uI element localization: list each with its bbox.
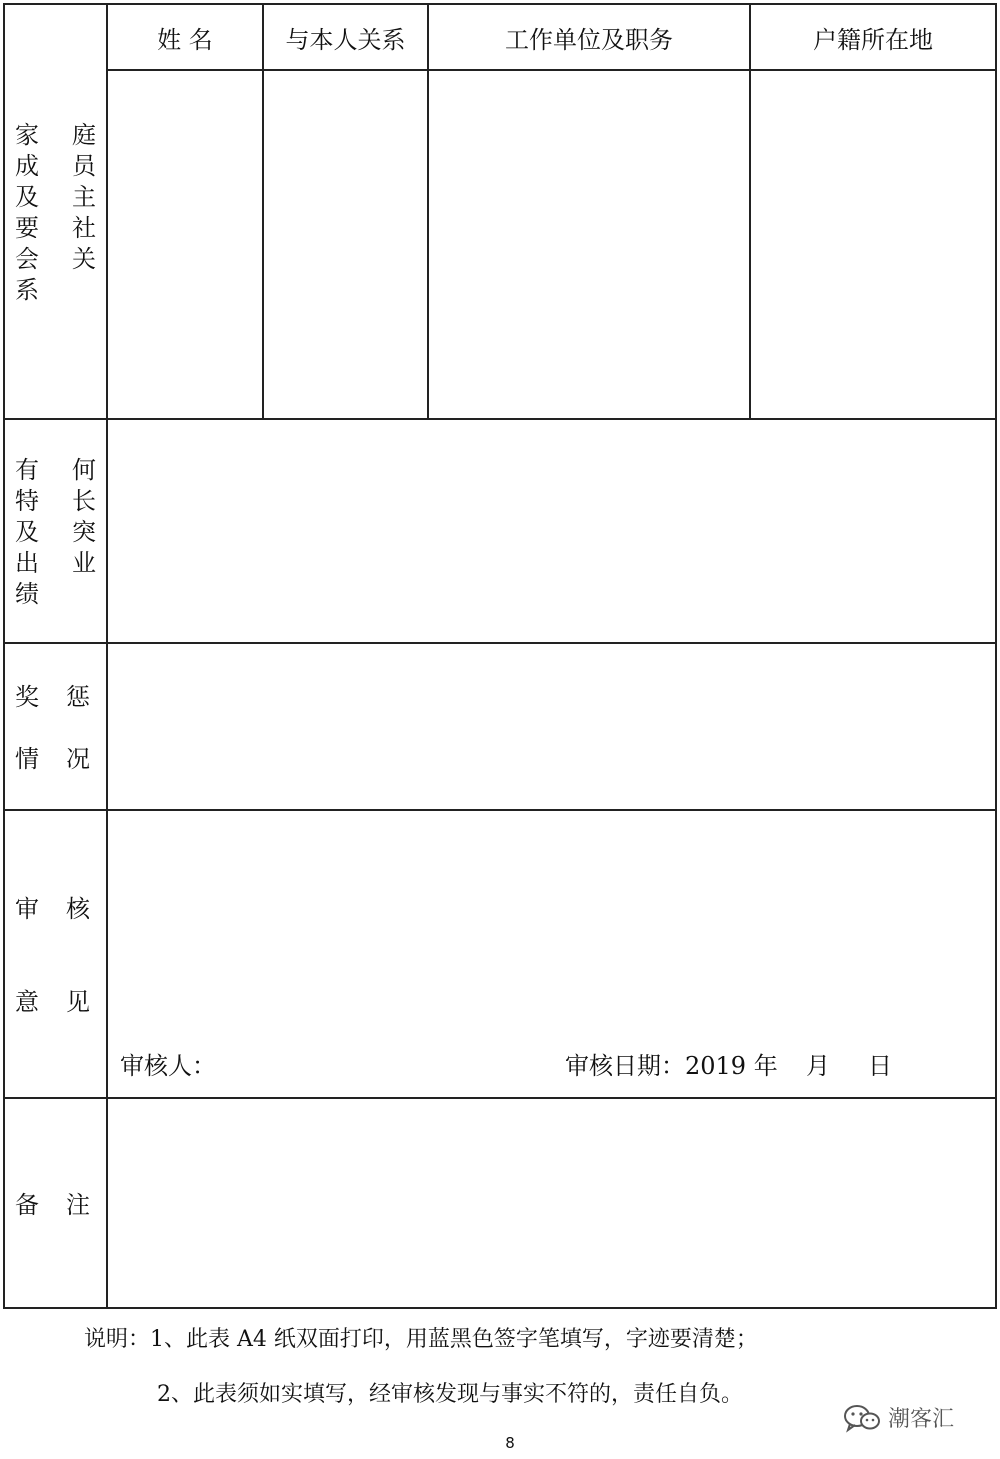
label-char: 何 bbox=[72, 456, 96, 484]
page-number: 8 bbox=[505, 1434, 515, 1452]
label-char: 关 bbox=[72, 245, 96, 273]
label-char: 社 bbox=[72, 214, 96, 242]
header-work: 工作单位及职务 bbox=[505, 25, 673, 54]
label-char: 惩 bbox=[66, 683, 90, 711]
watermark bbox=[842, 1402, 954, 1433]
row-divider-2 bbox=[3, 642, 997, 644]
note-line-1: 说明：1、此表 A4 纸双面打印，用蓝黑色签字笔填写，字迹要清楚； bbox=[84, 1327, 758, 1352]
table-border-left bbox=[3, 3, 5, 1309]
label-char: 系 bbox=[15, 276, 39, 304]
label-char: 长 bbox=[72, 487, 96, 515]
review-date-month: 月 bbox=[806, 1052, 830, 1080]
label-char: 及 bbox=[15, 518, 39, 546]
label-char: 核 bbox=[66, 895, 90, 923]
review-date-day: 日 bbox=[868, 1052, 892, 1080]
label-char: 绩 bbox=[15, 580, 39, 608]
label-char: 备 bbox=[15, 1191, 39, 1219]
label-char: 见 bbox=[66, 988, 90, 1016]
label-char: 审 bbox=[15, 895, 39, 923]
label-char: 注 bbox=[66, 1191, 90, 1219]
label-char: 家 bbox=[15, 121, 39, 149]
label-char: 及 bbox=[15, 183, 39, 211]
label-char: 会 bbox=[15, 245, 39, 273]
row-divider-3 bbox=[3, 809, 997, 811]
table-border-bottom bbox=[3, 1307, 997, 1309]
table-border-right bbox=[995, 3, 997, 1309]
label-char: 有 bbox=[15, 456, 39, 484]
label-char: 庭 bbox=[72, 121, 96, 149]
label-char: 况 bbox=[66, 745, 90, 773]
header-name: 姓 名 bbox=[157, 25, 213, 54]
label-char: 要 bbox=[15, 214, 39, 242]
review-date-label: 审核日期：2019 年 bbox=[565, 1052, 778, 1080]
row-divider-1 bbox=[3, 418, 997, 420]
reviewer-label: 审核人： bbox=[120, 1052, 216, 1080]
label-char: 奖 bbox=[15, 683, 39, 711]
label-char: 主 bbox=[72, 183, 96, 211]
header-relation: 与本人关系 bbox=[285, 25, 406, 54]
label-char: 成 bbox=[15, 152, 39, 180]
note-line-2: 2、此表须如实填写，经审核发现与事实不符的，责任自负。 bbox=[157, 1382, 743, 1407]
watermark-text: 潮客汇 bbox=[888, 1407, 955, 1432]
label-char: 突 bbox=[72, 518, 96, 546]
wechat-icon bbox=[842, 1403, 882, 1433]
row-divider-4 bbox=[3, 1097, 997, 1099]
label-char: 意 bbox=[15, 988, 39, 1016]
label-char: 业 bbox=[72, 549, 96, 577]
label-char: 情 bbox=[15, 745, 39, 773]
label-char: 出 bbox=[15, 549, 39, 577]
label-char: 员 bbox=[72, 152, 96, 180]
label-column-divider bbox=[106, 3, 108, 1309]
label-char: 特 bbox=[15, 487, 39, 515]
header-hukou: 户籍所在地 bbox=[813, 25, 933, 54]
